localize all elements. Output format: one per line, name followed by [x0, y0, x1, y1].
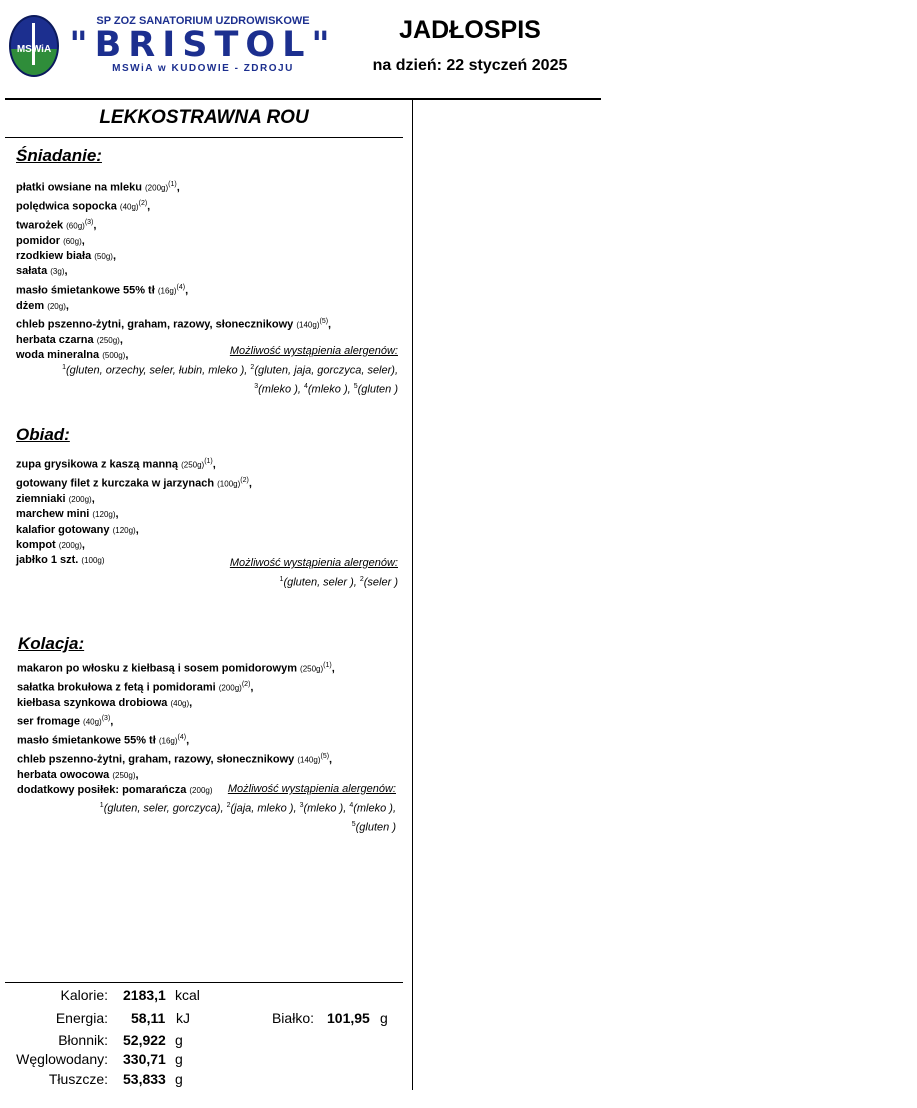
- menu-item-name: chleb pszenno-żytni, graham, razowy, słonecznikowy: [17, 753, 298, 766]
- menu-item-separator: ,: [186, 734, 190, 747]
- menu-item-weight: (16g): [157, 286, 177, 296]
- menu-item-allergen-ref: (5): [320, 753, 330, 761]
- energy-label: Energia:: [55, 1010, 108, 1026]
- menu-item-weight: (60g): [66, 221, 85, 231]
- menu-item-separator: ,: [328, 318, 332, 331]
- menu-item-separator: ,: [189, 696, 193, 709]
- menu-item-name: kalafior gotowany: [16, 523, 113, 536]
- menu-item-name: marchew mini: [16, 508, 93, 521]
- menu-item-weight: (200g): [68, 494, 92, 504]
- menu-item-allergen-ref: (1): [323, 662, 332, 669]
- allergen-text: (mleko ),: [258, 383, 304, 396]
- allergen-text: (gluten ): [355, 821, 396, 834]
- lunch-items: [16, 454, 252, 568]
- lunch-title: Obiad:: [16, 425, 70, 444]
- menu-item-name: sałatka brokułowa z fetą i pomidorami: [17, 681, 219, 694]
- menu-item-weight: (100g): [217, 479, 241, 489]
- menu-item-name: dodatkowy posiłek: pomarańcza: [17, 784, 190, 797]
- breakfast-allergen-heading: Możliwość wystąpienia alergenów:: [229, 345, 398, 357]
- protein-label: Białko:: [271, 1010, 314, 1026]
- organization-subtitle: SP ZOZ SANATORIUM UZDROWISKOWE: [96, 15, 310, 27]
- menu-item-name: zupa grysikowa z kaszą manną: [16, 458, 182, 471]
- page-title: JADŁOSPIS: [399, 16, 541, 44]
- breakfast-title: Śniadanie:: [16, 146, 102, 165]
- menu-item-separator: ,: [135, 769, 139, 782]
- menu-item-name: masło śmietankowe 55% tł: [16, 284, 158, 297]
- allergen-number: 4: [349, 802, 354, 809]
- menu-item-weight: (40g): [83, 717, 102, 727]
- menu-item-separator: ,: [112, 250, 116, 263]
- menu-item-separator: ,: [248, 477, 252, 490]
- diet-divider: [5, 137, 403, 138]
- allergen-number: 2: [359, 576, 364, 583]
- menu-item-separator: ,: [185, 284, 189, 297]
- menu-item-separator: ,: [176, 181, 180, 194]
- menu-item-separator: ,: [64, 265, 68, 278]
- menu-item: [17, 768, 335, 783]
- carbs-unit: g: [175, 1051, 183, 1067]
- allergen-number: 1: [62, 364, 66, 371]
- lunch-allergen-list: [5, 572, 398, 591]
- menu-item-allergen-ref: (1): [204, 458, 213, 465]
- menu-item-weight: (250g): [300, 664, 324, 674]
- allergen-text: (mleko ),: [303, 802, 350, 815]
- menu-date: na dzień: 22 styczeń 2025: [372, 57, 568, 74]
- allergen-line: [5, 379, 398, 398]
- menu-item: [16, 454, 252, 473]
- energy-unit: kJ: [176, 1010, 190, 1026]
- allergen-text: (gluten, seler, gorczyca),: [103, 802, 227, 815]
- menu-item: [16, 314, 331, 333]
- menu-item-name: gotowany filet z kurczaka w jarzynach: [16, 477, 218, 490]
- menu-item-name: herbata owocowa: [17, 769, 113, 782]
- menu-item-separator: ,: [81, 234, 85, 247]
- menu-item: [16, 249, 331, 264]
- sanatorium-logo: [9, 15, 59, 77]
- dinner-items: [17, 658, 335, 799]
- menu-item-weight: (120g): [92, 510, 116, 520]
- menu-item-separator: ,: [135, 523, 139, 536]
- menu-item-name: chleb pszenno-żytni, graham, razowy, słonecznikowy: [16, 318, 297, 331]
- header-divider: [5, 98, 601, 100]
- menu-item-separator: ,: [110, 715, 114, 728]
- carbs-value: 330,71: [123, 1051, 166, 1067]
- menu-item-weight: (200g): [58, 540, 82, 550]
- menu-item-name: kompot: [16, 538, 59, 551]
- menu-item-weight: (120g): [112, 525, 136, 535]
- menu-item-separator: ,: [119, 333, 123, 346]
- menu-item: [17, 677, 335, 696]
- menu-item-name: pomidor: [16, 234, 64, 247]
- menu-item-separator: ,: [91, 492, 95, 505]
- menu-item-name: ziemniaki: [16, 492, 69, 505]
- protein-unit: g: [380, 1010, 388, 1026]
- allergen-text: (mleko ),: [307, 383, 354, 396]
- allergen-text: (gluten ): [357, 383, 398, 396]
- fat-unit: g: [175, 1071, 183, 1087]
- menu-item-allergen-ref: (1): [168, 181, 177, 188]
- menu-item-weight: (250g): [112, 771, 136, 781]
- menu-item-weight: (20g): [47, 301, 66, 311]
- menu-item-separator: ,: [147, 200, 151, 213]
- menu-item-weight: (16g): [158, 736, 178, 746]
- organization-location: MSWiA w KUDOWIE - ZDROJU: [112, 63, 294, 74]
- fat-value: 53,833: [123, 1071, 166, 1087]
- allergen-number: 5: [351, 820, 356, 828]
- allergen-number: 2: [226, 802, 231, 809]
- allergen-text: (gluten, jaja, gorczyca, seler),: [254, 364, 398, 377]
- menu-item: [17, 749, 335, 768]
- menu-item-name: polędwica sopocka: [16, 200, 120, 213]
- menu-item-weight: (3g): [50, 267, 65, 277]
- calories-value: 2183,1: [123, 987, 166, 1003]
- menu-item: [17, 730, 335, 749]
- menu-item: [16, 280, 331, 299]
- organization-name: "BRISTOL": [69, 25, 337, 65]
- menu-item: [16, 538, 252, 553]
- logo-text: MSWiA: [16, 44, 52, 55]
- menu-item-weight: (200g): [145, 183, 169, 193]
- menu-item-name: makaron po włosku z kiełbasą i sosem pomidorowym: [17, 662, 301, 675]
- menu-item: [16, 234, 331, 249]
- dinner-allergen-heading: Możliwość wystąpienia alergenów:: [227, 783, 396, 795]
- nutrition-divider: [5, 982, 403, 983]
- allergen-text: (mleko ),: [353, 802, 396, 815]
- fat-label: Tłuszcze:: [48, 1071, 108, 1087]
- menu-item-weight: (60g): [63, 236, 82, 246]
- menu-item-weight: (200g): [218, 683, 242, 693]
- menu-item-weight: (40g): [119, 202, 139, 212]
- menu-item-separator: ,: [212, 458, 216, 471]
- menu-item-separator: ,: [329, 753, 333, 766]
- menu-item: [16, 492, 252, 507]
- menu-item-name: herbata czarna: [16, 333, 97, 346]
- allergen-line: [5, 798, 396, 817]
- fiber-label: Błonnik:: [58, 1032, 108, 1048]
- allergen-text: (jaja, mleko ),: [230, 802, 300, 815]
- menu-item-weight: (140g): [296, 320, 320, 330]
- fiber-value: 52,922: [123, 1032, 166, 1048]
- menu-item-name: woda mineralna: [16, 349, 103, 362]
- menu-item-name: twarożek: [16, 219, 67, 232]
- breakfast-allergen-list: [5, 360, 398, 397]
- menu-item: [16, 264, 331, 279]
- calories-unit: kcal: [175, 987, 200, 1003]
- menu-item-name: sałata: [16, 265, 51, 278]
- menu-item: [16, 196, 331, 215]
- allergen-text: (gluten, seler ),: [283, 576, 360, 589]
- dinner-title: Kolacja:: [18, 634, 85, 653]
- calories-label: Kalorie:: [60, 987, 108, 1003]
- menu-item-weight: (140g): [297, 755, 321, 765]
- menu-item-weight: (200g): [189, 786, 213, 796]
- allergen-line: [5, 360, 398, 379]
- menu-item-weight: (50g): [94, 252, 113, 262]
- menu-item-weight: (250g): [96, 335, 120, 345]
- menu-item-name: jabłko 1 szt.: [16, 554, 82, 567]
- menu-item-weight: (250g): [181, 460, 205, 470]
- menu-item-name: dżem: [16, 299, 48, 312]
- menu-item-name: masło śmietankowe 55% tł: [17, 734, 159, 747]
- energy-value: 58,11: [131, 1010, 166, 1026]
- column-divider: [412, 100, 413, 1090]
- allergen-text: (gluten, orzechy, seler, łubin, mleko ),: [65, 364, 251, 377]
- menu-item-allergen-ref: (5): [319, 318, 329, 325]
- allergen-number: 5: [353, 382, 358, 390]
- menu-item-allergen-ref: (2): [240, 476, 249, 484]
- menu-item-allergen-ref: (2): [138, 199, 148, 207]
- menu-item-separator: ,: [115, 508, 119, 521]
- menu-item-separator: ,: [81, 538, 85, 551]
- allergen-line: [5, 817, 396, 836]
- breakfast-items: [16, 177, 331, 364]
- menu-item: [16, 299, 331, 314]
- menu-item-name: kiełbasa szynkowa drobiowa: [17, 696, 171, 709]
- allergen-number: 1: [279, 576, 284, 583]
- menu-item-separator: ,: [331, 662, 335, 675]
- menu-item-allergen-ref: (2): [241, 680, 251, 688]
- menu-item-weight: (40g): [170, 698, 190, 708]
- allergen-number: 2: [250, 364, 255, 371]
- lunch-allergen-heading: Możliwość wystąpienia alergenów:: [229, 557, 398, 569]
- protein-value: 101,95: [327, 1010, 370, 1026]
- allergen-line: [5, 572, 398, 591]
- menu-item: [16, 177, 331, 196]
- carbs-label: Węglowodany:: [16, 1051, 108, 1067]
- allergen-number: 4: [303, 382, 308, 390]
- menu-item-separator: ,: [125, 349, 129, 362]
- menu-item-allergen-ref: (3): [84, 218, 94, 226]
- menu-item-allergen-ref: (4): [176, 283, 186, 291]
- menu-item: [17, 696, 335, 711]
- menu-item-separator: ,: [65, 299, 69, 312]
- menu-item-weight: (100g): [81, 556, 105, 566]
- menu-item-separator: ,: [250, 681, 254, 694]
- menu-item: [17, 658, 335, 677]
- allergen-number: 3: [299, 802, 304, 809]
- menu-item: [16, 215, 331, 234]
- menu-item-allergen-ref: (3): [101, 715, 111, 723]
- menu-item: [16, 473, 252, 492]
- menu-item-name: ser fromage: [17, 715, 84, 728]
- allergen-number: 3: [254, 382, 259, 390]
- menu-item-name: płatki owsiane na mleku: [16, 181, 145, 194]
- dinner-allergen-list: [5, 798, 396, 835]
- allergen-number: 1: [99, 802, 104, 809]
- allergen-text: (seler ): [363, 576, 398, 589]
- fiber-unit: g: [175, 1032, 183, 1048]
- menu-item: [16, 523, 252, 538]
- menu-item: [16, 507, 252, 522]
- menu-item-allergen-ref: (4): [177, 734, 187, 742]
- menu-item-name: rzodkiew biała: [16, 250, 95, 263]
- menu-item-weight: (500g): [102, 351, 126, 361]
- diet-name: LEKKOSTRAWNA ROU: [99, 107, 309, 128]
- menu-item-separator: ,: [93, 219, 97, 232]
- menu-item: [17, 711, 335, 730]
